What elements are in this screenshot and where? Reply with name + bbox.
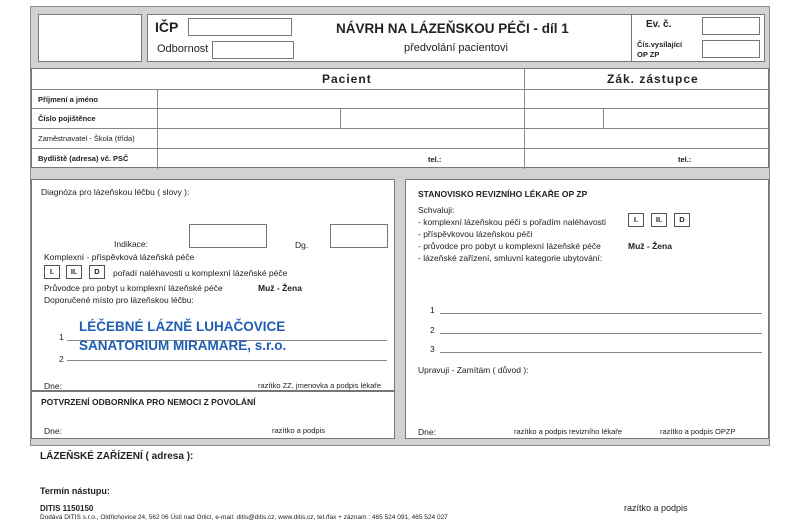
left-priority-box-3[interactable]: D xyxy=(89,265,105,279)
footer-stamp-label: razítko a podpis xyxy=(624,503,688,513)
facility-line-1: LÉČEBNÉ LÁZNĚ LUHAČOVICE xyxy=(79,319,286,334)
right-number-2: 2 xyxy=(430,325,435,335)
left-panel xyxy=(31,179,395,391)
icp-input[interactable] xyxy=(188,18,292,36)
form-title: NÁVRH NA LÁZEŇSKOU PÉČI - díl 1 xyxy=(336,21,569,36)
occupational-stamp-label: razítko a podpis xyxy=(272,426,325,435)
guardian-tel-label: tel.: xyxy=(678,155,692,164)
ev-box xyxy=(631,14,765,62)
left-date-label: Dne: xyxy=(44,381,62,391)
dg-label: Dg. xyxy=(295,240,309,250)
stamp-box[interactable] xyxy=(38,14,142,62)
approve-item-2: - příspěvkovou lázeňskou péči xyxy=(418,229,533,239)
place-number-2: 2 xyxy=(59,354,64,364)
approve-item-1: - komplexní lázeňskou péči s pořadím naléhavosti xyxy=(418,217,607,227)
approve-item-3: - průvodce pro pobyt u komplexní lázeňské péče xyxy=(418,241,601,251)
row-name-label: Příjmení a jméno xyxy=(38,95,99,104)
header-box xyxy=(147,14,639,62)
opzp-stamp-label: razítko a podpis OPZP xyxy=(660,427,736,436)
row-address-label: Bydliště (adresa) vč. PSČ xyxy=(38,154,129,163)
ev-label: Ev. č. xyxy=(646,19,672,30)
facility-address-label: LÁZEŇSKÉ ZAŘÍZENÍ ( adresa ): xyxy=(40,451,194,462)
ev-input[interactable] xyxy=(702,17,760,35)
row-insurance-label: Číslo pojištěnce xyxy=(38,114,96,123)
row-employer-label: Zaměstnavatel - Škola (třída) xyxy=(38,134,135,143)
col-guardian-header: Zák. zástupce xyxy=(607,72,699,86)
left-priority-box-2[interactable]: II. xyxy=(66,265,82,279)
right-priority-box-2[interactable]: II. xyxy=(651,213,667,227)
priority-label: pořadí naléhavosti u komplexní lázeňské péče xyxy=(113,268,288,278)
right-number-1: 1 xyxy=(430,305,435,315)
icp-label: IČP xyxy=(155,19,179,35)
occupational-panel xyxy=(31,391,395,439)
indikace-input[interactable] xyxy=(189,224,267,248)
name-input[interactable] xyxy=(158,90,524,108)
occupational-date-label: Dne: xyxy=(44,426,62,436)
right-number-3: 3 xyxy=(430,344,435,354)
col-patient-header: Pacient xyxy=(322,72,372,86)
print-info: Dodává DITIS s.r.o., Oldřichovice 24, 562 06 Ústí nad Orlicí, e-mail: ditis@ditis.cz, www.ditis.cz, tel./fax + záznam : 465 524 091, 465 524 027 xyxy=(40,514,448,521)
right-title: STANOVISKO REVIZNÍHO LÉKAŘE OP ZP xyxy=(418,189,588,199)
cis-input[interactable] xyxy=(702,40,760,58)
insurance-input[interactable] xyxy=(158,109,340,128)
form-code: DITIS 1150150 xyxy=(40,504,94,513)
indikace-label: Indikace: xyxy=(114,239,149,249)
place-number-1: 1 xyxy=(59,332,64,342)
dg-input[interactable] xyxy=(330,224,388,248)
escort-value[interactable]: Muž - Žena xyxy=(258,283,302,293)
right-priority-box-1[interactable]: I. xyxy=(628,213,644,227)
patient-table xyxy=(31,68,769,168)
care-label: Komplexní - příspěvková lázeňská péče xyxy=(44,252,195,262)
cis-label-1: Čís.vysílající xyxy=(637,40,683,49)
employer-input[interactable] xyxy=(158,129,524,148)
left-priority-box-1[interactable]: I. xyxy=(44,265,60,279)
right-date-label: Dne: xyxy=(418,427,436,437)
odbornost-input[interactable] xyxy=(212,41,294,59)
approve-label: Schvaluji: xyxy=(418,205,455,215)
patient-tel-label: tel.: xyxy=(428,155,442,164)
right-escort-value[interactable]: Muž - Žena xyxy=(628,241,672,251)
spa-care-form xyxy=(30,6,770,446)
facility-line-2: SANATORIUM MIRAMARE, s.r.o. xyxy=(79,338,287,353)
approve-item-4: - lázeňské zařízení, smluvní kategorie ubytování: xyxy=(418,253,603,263)
right-panel xyxy=(405,179,769,439)
diagnosis-label: Diagnóza pro lázeňskou léčbu ( slovy ): xyxy=(41,187,190,197)
right-priority-box-3[interactable]: D xyxy=(674,213,690,227)
recommended-label: Doporučené místo pro lázeňskou léčbu: xyxy=(44,295,194,305)
start-date-label: Termín nástupu: xyxy=(40,486,110,496)
odbornost-label: Odbornost xyxy=(157,43,209,55)
modify-label: Upravuji - Zamítám ( důvod ): xyxy=(418,365,529,375)
occupational-title: POTVRZENÍ ODBORNÍKA PRO NEMOCI Z POVOLÁNÍ xyxy=(41,397,256,407)
escort-label: Průvodce pro pobyt u komplexní lázeňské péče xyxy=(44,283,223,293)
reviewer-stamp-label: razítko a podpis revizního lékaře xyxy=(514,427,622,436)
form-subtitle: předvolání pacientovi xyxy=(404,42,508,54)
left-stamp-label: razítko ZZ, jmenovka a podpis lékaře xyxy=(258,381,381,390)
address-input[interactable] xyxy=(158,149,424,169)
cis-label-2: OP ZP xyxy=(637,50,660,59)
